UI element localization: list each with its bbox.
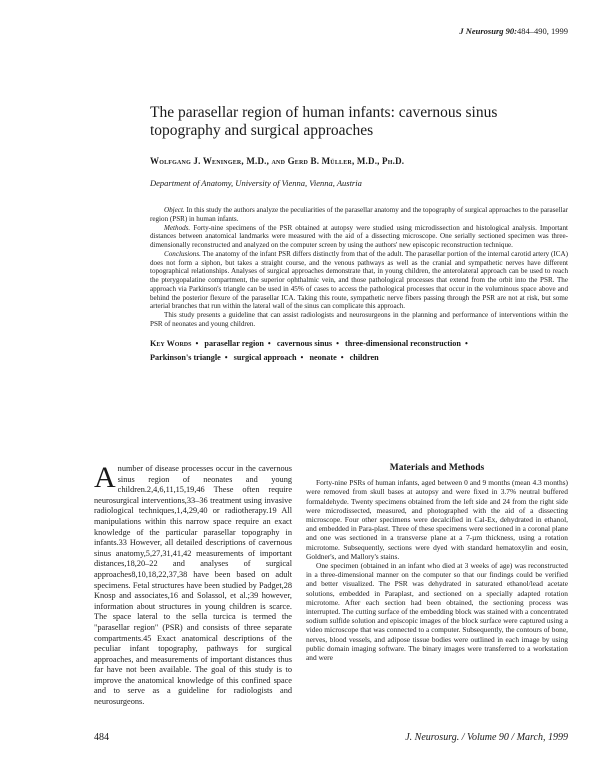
methods-label: Methods. <box>164 223 191 232</box>
methods-paragraph: One specimen (obtained in an infant who died at 3 weeks of age) was reconstructed in a three-dimensional manner on the computer so that our findings could be verified and better visualized. The PSR was dehydrated in saturated ethanol/lead acetate solutions, embedded in Paraplast, and sectioned on a specially adapted rotation microtome. After each section had been obtained, the sectioning process was interrupted. The cutting surface of the embedding block was stained with a concentrated sodium sulfide solution and episcopic images of the block surface were captured using a video microscope that was connected to a computer. Subsequently, the contours of bone, nerves, blood vessels, and adipose tissue bodies were outlined in each image by using public domain imaging software. The binary images were transferred to a workstation and were <box>306 561 568 663</box>
keywords-label: Key Words <box>150 339 192 348</box>
abstract-object: Object. In this study the authors analyze the peculiarities of the parasellar anatomy and the topography of surgical approaches to the parasellar region (PSR) in human infants. <box>150 206 568 223</box>
methods-paragraph: Forty-nine PSRs of human infants, aged between 0 and 9 months (mean 4.3 months) were removed from skull bases at autopsy and were fixed in 3.7% neutral buffered formaldehyde. Twenty specimens obtained from the left side and 24 from the right side were microdissected, measured, and photographed with the aid of a dissecting microscope. Four other specimens were decalcified in Cal-Ex, dehydrated in ethanol, and embedded in Para-plast. Three of these specimens were sectioned in a coronal plane and one was sectioned in a transverse plane at a 7-µm thickness, using a rotation microtome. Subsequently, sections were dyed with standard hematoxylin and eosin, Goldner's, and Mallory's stains. <box>306 478 568 561</box>
introduction-column <box>94 461 292 708</box>
keyword: surgical approach <box>233 353 297 362</box>
abstract <box>150 206 568 329</box>
page-number: 484 <box>94 732 109 743</box>
keywords: Key Words • parasellar region • cavernous sinus • three-dimensional reconstruction • Parkinson's triangle • surgical approach • neonate • children <box>150 339 468 362</box>
keyword: cavernous sinus <box>276 339 333 348</box>
journal-name: J Neurosurg <box>459 26 504 36</box>
article-title: The parasellar region of human infants: cavernous sinus topography and surgical approaches <box>150 104 498 139</box>
footer-citation: J. Neurosurg. / Volume 90 / March, 1999 <box>405 732 568 743</box>
abstract-conclusions: Conclusions. The anatomy of the infant PSR differs distinctly from that of the adult. The parasellar portion of the internal carotid artery (ICA) does not form a siphon, but takes a straight course, and the venous pathways as well as the cranial and sympathetic nerves have different topographical relationships. Analyses of surgical approaches demonstrate that, in young children, the anterolateral approach can be used to reach the pterygopalatine compartment, the superior ophthalmic vein, and those pathological processes that extend from the orbit into the PSR. The approach via Parkinson's triangle can be used in 45% of cases to access the pathological processes that occur in the voluminous space above and behind the posterior flexure of the parasellar ICA. Taking this route, sympathetic nerve fibers passing through the PSR are not at risk, but some arterial branches that run within the lateral wall of the sinus can complicate this approach. <box>150 249 568 311</box>
methods-column <box>306 464 568 662</box>
journal-volume: 90: <box>505 26 517 36</box>
introduction-text: number of disease processes occur in the cavernous sinus region of neonates and young children.2,4,6,11,15,19,46 These often require neurosurgical interventions,33–36 treatment using invasive radiological techniques,1,4,29,40 or radiotherapy.19 All manipulations within this narrow space require an exact knowledge of the particular parasellar topography in infants.33 However, all detailed descriptions of cavernous sinus anatomy,5,27,31,41,42 measurements of important distances,18,20–22 and analyses of surgical approaches8,10,18,22,37,38 have been based on adult specimens. Fetal structures have been studied by Padget,28 Knosp and associates,16 and Solassol, et al.;39 however, information about structures in young children is scarce. The space lateral to the sella turcica is termed the "parasellar region" (PSR) and consists of three separate compartments.45 Exact anatomical descriptions of the peculiar infant topography, pathways for surgical approaches, and measurements of important distances thus far have not been available. The goal of this study is to improve the anatomical knowledge of this confined space and to serve as a guideline for radiologists and neurosurgeons. <box>94 464 292 707</box>
drop-cap: A <box>94 461 116 494</box>
keyword: Parkinson's triangle <box>150 353 221 362</box>
abstract-closing: This study presents a guideline that can assist radiologists and neurosurgeons in the planning and performance of interventions within the PSR of neonates and young children. <box>150 311 568 328</box>
conclusions-label: Conclusions. <box>164 249 201 258</box>
keyword: parasellar region <box>204 339 264 348</box>
keyword: neonate <box>309 353 337 362</box>
keyword: children <box>349 353 379 362</box>
running-header <box>459 26 568 36</box>
keyword: three-dimensional reconstruction <box>345 339 461 348</box>
authors: Wolfgang J. Weninger, M.D., and Gerd B. Müller, M.D., Ph.D. <box>150 156 405 166</box>
journal-pages: 484–490, 1999 <box>517 26 568 36</box>
object-label: Object. <box>164 206 185 214</box>
affiliation: Department of Anatomy, University of Vienna, Vienna, Austria <box>150 178 362 188</box>
abstract-methods: Methods. Forty-nine specimens of the PSR obtained at autopsy were studied using microdissection and histological analysis. Important distances between anatomical landmarks were measured with the aid of a dissecting microscope. One serially sectioned specimen was three-dimensionally reconstructed and analyzed on the computer screen by using the authors' new episcopic reconstruction technique. <box>150 223 568 249</box>
section-heading: Materials and Methods <box>389 463 485 473</box>
